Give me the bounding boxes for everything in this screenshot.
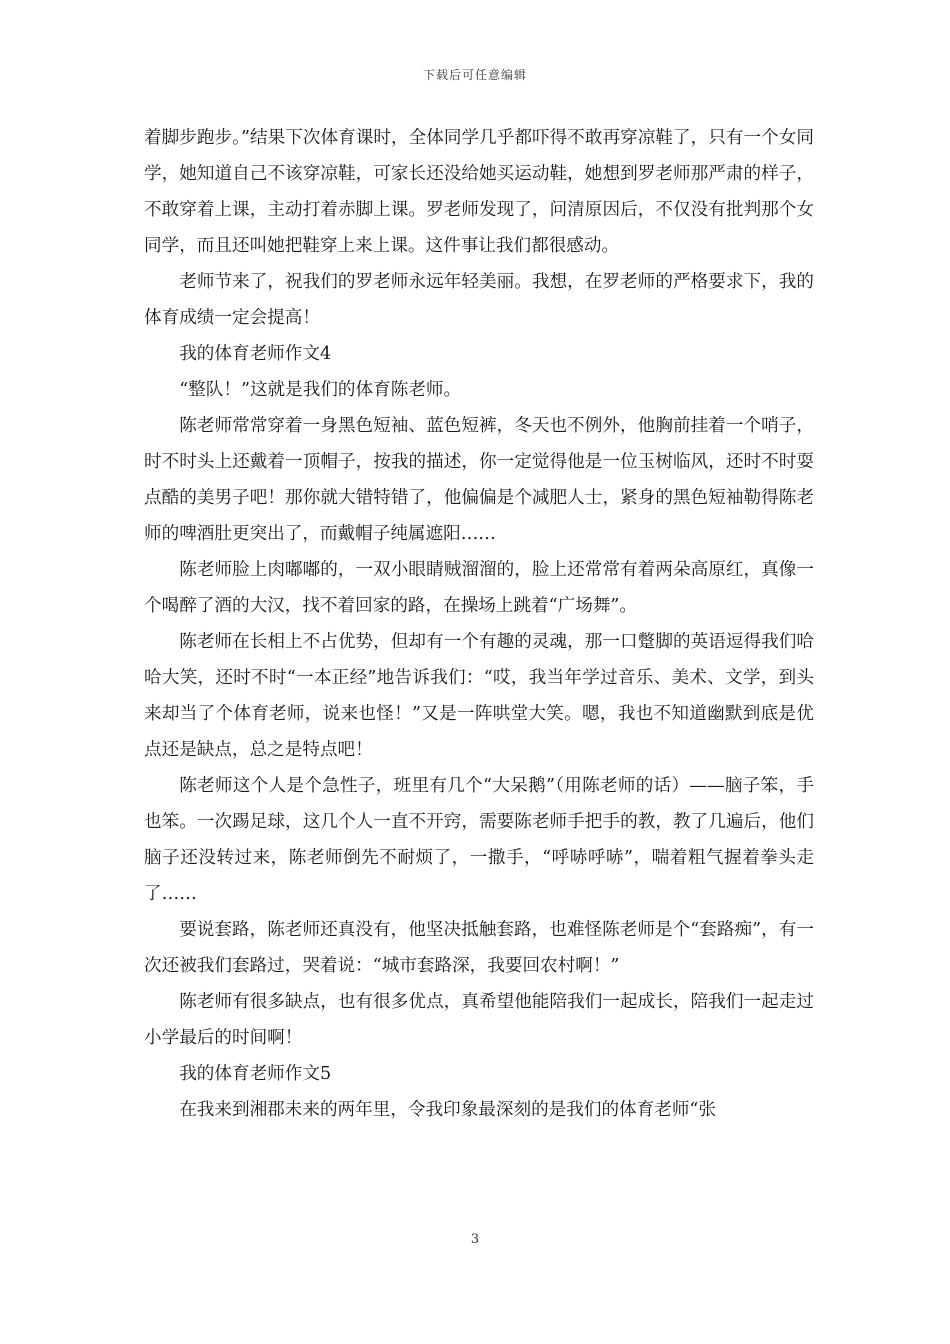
paragraph-4: 陈老师常常穿着一身黑色短袖、蓝色短裤，冬天也不例外，他胸前挂着一个哨子，时不时头上还戴着一顶帽子，按我的描述，你一定觉得他是一位玉树临风，还时不时耍点酷的美男子吧！那你就大错特错了，他偏偏是个减肥人士，紧身的黑色短袖勒得陈老师的啤酒肚更突出了，而戴帽子纯属遮阳…… bbox=[144, 416, 814, 544]
paragraph-3: “整队！”这就是我们的体育陈老师。 bbox=[179, 380, 462, 400]
paragraph-2: 老师节来了，祝我们的罗老师永远年轻美丽。我想，在罗老师的严格要求下，我的体育成绩一定会提高！ bbox=[144, 272, 814, 328]
document-body bbox=[144, 120, 814, 1128]
section-heading-4: 我的体育老师作文4 bbox=[179, 344, 332, 364]
paragraph-8: 要说套路，陈老师还真没有，他坚决抵触套路，也难怪陈老师是个“套路痴”，有一次还被我们套路过，哭着说：“城市套路深，我要回农村啊！” bbox=[144, 920, 814, 976]
paragraph-7: 陈老师这个人是个急性子，班里有几个“大呆鹅”（用陈老师的话）——脑子笨，手也笨。一次踢足球，这几个人一直不开窍，需要陈老师手把手的教，教了几遍后，他们脑子还没转过来，陈老师倒先不耐烦了，一撒手，“呼哧呼哧”，喘着粗气握着拳头走了…… bbox=[144, 776, 814, 904]
paragraph-6: 陈老师在长相上不占优势，但却有一个有趣的灵魂，那一口蹩脚的英语逗得我们哈哈大笑，还时不时“一本正经”地告诉我们：“哎，我当年学过音乐、美术、文学，到头来却当了个体育老师，说来也怪！”又是一阵哄堂大笑。嗯，我也不知道幽默到底是优点还是缺点，总之是特点吧！ bbox=[144, 632, 814, 760]
page-number: 3 bbox=[470, 1232, 480, 1247]
paragraph-9: 陈老师有很多缺点，也有很多优点，真希望他能陪我们一起成长，陪我们一起走过小学最后的时间啊！ bbox=[144, 992, 814, 1048]
section-heading-5: 我的体育老师作文5 bbox=[179, 1064, 332, 1084]
paragraph-5: 陈老师脸上肉嘟嘟的，一双小眼睛贼溜溜的，脸上还常常有着两朵高原红，真像一个喝醉了酒的大汉，找不着回家的路，在操场上跳着“广场舞”。 bbox=[144, 560, 814, 616]
paragraph-1: 着脚步跑步。”结果下次体育课时，全体同学几乎都吓得不敢再穿凉鞋了，只有一个女同学，她知道自己不该穿凉鞋，可家长还没给她买运动鞋，她想到罗老师那严肃的样子，不敢穿着上课，主动打着赤脚上课。罗老师发现了，问清原因后，不仅没有批判那个女同学，而且还叫她把鞋穿上来上课。这件事让我们都很感动。 bbox=[144, 128, 814, 256]
page-header: 下载后可任意编辑 bbox=[422, 68, 527, 82]
paragraph-10: 在我来到湘郡未来的两年里，令我印象最深刻的是我们的体育老师“张 bbox=[179, 1100, 716, 1120]
